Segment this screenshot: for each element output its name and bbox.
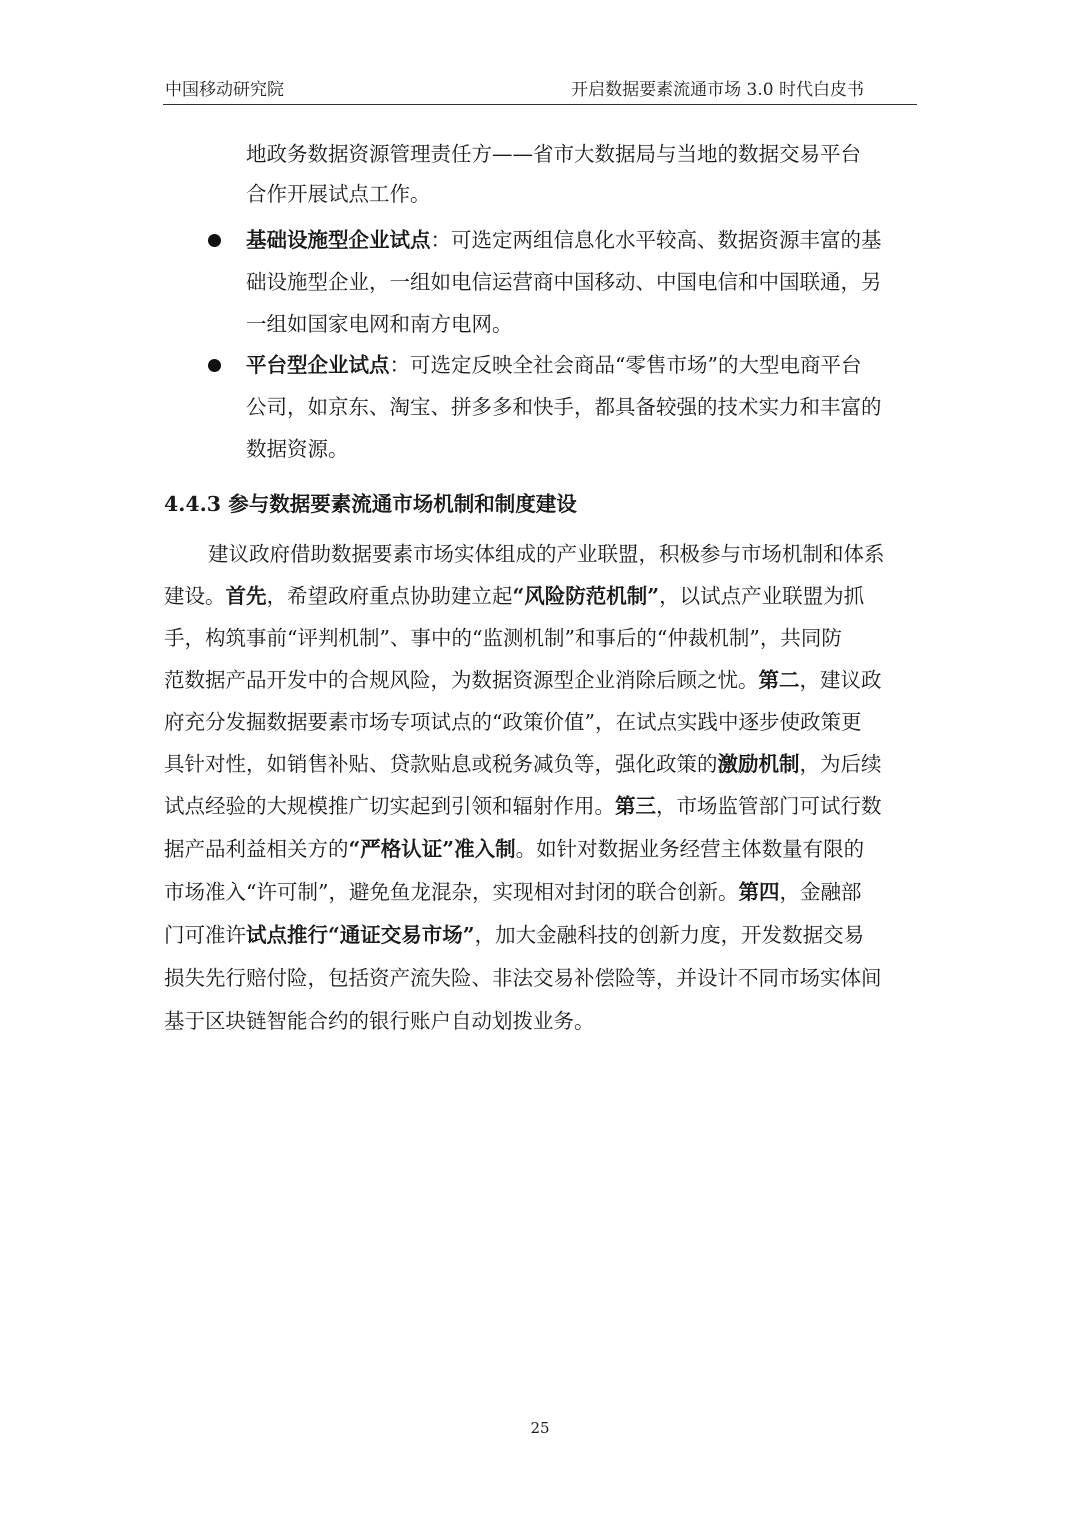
text-run: 门可准许 (164, 923, 246, 947)
section-heading: 4.4.3 参与数据要素流通市场机制和制度建设 (164, 492, 577, 516)
bullet-text-line: 公司，如京东、淘宝、拼多多和快手，都具备较强的技术实力和丰富的 (246, 395, 882, 419)
bullet-text-line: 数据资源。 (246, 437, 349, 461)
paragraph-line: 手，构筑事前“评判机制”、事中的“监测机制”和事后的“仲裁机制”，共同防 (164, 626, 842, 650)
paragraph-line (164, 785, 882, 827)
paragraph-line (164, 871, 861, 913)
bullet-title: 基础设施型企业试点 (246, 228, 431, 252)
bullet-title: 平台型企业试点 (246, 353, 390, 377)
paragraph-line (164, 914, 864, 956)
bullet-text: ：可选定两组信息化水平较高、数据资源丰富的基 (430, 228, 882, 252)
bullet-text: ：可选定反映全社会商品“零售市场”的大型电商平台 (389, 353, 862, 377)
paragraph-line (164, 743, 882, 785)
bullet-text-line: 一组如国家电网和南方电网。 (246, 312, 513, 336)
header-right-title: 开启数据要素流通市场 3.0 时代白皮书 (571, 80, 864, 100)
continuation-line: 合作开展试点工作。 (246, 182, 431, 206)
text-run: 具针对性，如销售补贴、贷款贴息或税务减负等，强化政策的 (164, 752, 718, 776)
bold-run: 激励机制 (717, 752, 800, 776)
bold-run: “严格认证”准入制 (348, 837, 516, 861)
bold-run: “风险防范机制” (512, 584, 660, 608)
paragraph-line: 损失先行赔付险，包括资产流失险、非法交易补偿险等，并设计不同市场实体间 (164, 966, 882, 990)
bullet-text-line: 础设施型企业，一组如电信运营商中国移动、中国电信和中国联通，另 (246, 270, 882, 294)
bold-run: 首先 (225, 584, 267, 608)
text-run: 市场准入“许可制”，避免鱼龙混杂，实现相对封闭的联合创新。 (164, 880, 739, 904)
text-run: ，希望政府重点协助建立起 (266, 584, 513, 608)
text-run: ，建议政 (799, 668, 882, 692)
text-run: 试点经验的大规模推广切实起到引领和辐射作用。 (164, 794, 615, 818)
paragraph-line: 府充分发掘数据要素市场专项试点的“政策价值”，在试点实践中逐步使政策更 (164, 710, 862, 734)
continuation-line: 地政务数据资源管理责任方——省市大数据局与当地的数据交易平台 (246, 142, 861, 166)
bold-run: 试点推行“通证交易市场” (246, 923, 475, 947)
paragraph-line (164, 575, 864, 617)
text-run: ，市场监管部门可试行数 (656, 794, 882, 818)
bold-run: 第三 (615, 794, 656, 818)
text-run: 据产品利益相关方的 (164, 837, 349, 861)
text-run: ，以试点产业联盟为抓 (659, 584, 865, 608)
paragraph-line (164, 828, 864, 870)
bold-run: 第四 (738, 880, 780, 904)
text-run: 范数据产品开发中的合规风险，为数据资源型企业消除后顾之忧。 (164, 668, 759, 692)
text-run: ，加大金融科技的创新力度，开发数据交易 (474, 923, 865, 947)
bullet-item-platform (246, 344, 861, 386)
paragraph-line: 基于区块链智能合约的银行账户自动划拨业务。 (164, 1009, 595, 1033)
header-divider (163, 104, 917, 105)
page-number: 25 (530, 1419, 550, 1437)
text-run: ，金融部 (779, 880, 862, 904)
page-header (163, 76, 916, 104)
paragraph-line (164, 659, 882, 701)
bold-run: 第二 (758, 668, 800, 692)
paragraph-line: 建议政府借助数据要素市场实体组成的产业联盟，积极参与市场机制和体系 (208, 542, 885, 566)
text-run: ，为后续 (799, 752, 882, 776)
header-left-org: 中国移动研究院 (165, 80, 284, 100)
bullet-item-infrastructure (246, 219, 882, 261)
bullet-dot (208, 234, 221, 247)
text-run: 。如针对数据业务经营主体数量有限的 (515, 837, 865, 861)
text-run: 建设。 (164, 584, 226, 608)
bullet-dot (208, 359, 221, 372)
